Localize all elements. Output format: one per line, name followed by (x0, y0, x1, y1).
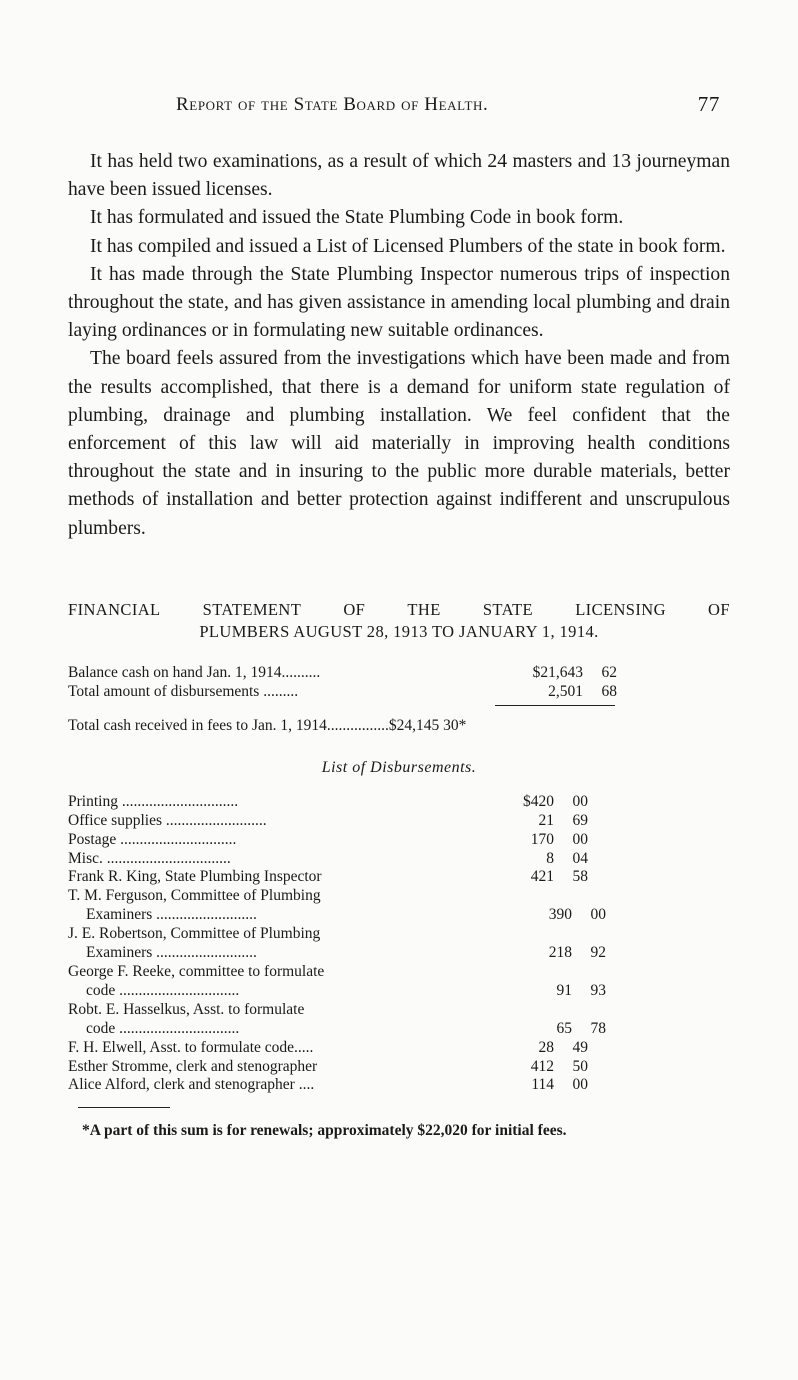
disbursement-dollars: 65 (556, 1019, 572, 1037)
balance-cents: 62 (601, 663, 617, 681)
paragraph: The board feels assured from the investigations which have been made and from the results accomplished, that there is a demand for uniform state regulation of plumbing, drainage and plumbing installation. We feel confident that the enforcement of this law will aid materially in improving health conditions throughout the state and in insuring to the public more durable materials, better methods of installation and better protection against indifferent and unscrupulous plumbers. (68, 348, 730, 539)
disbursement-label: Misc. ................................ (68, 849, 231, 867)
disbursement-label: Printing .............................. (68, 792, 239, 810)
disbursement-cents: 50 (572, 1057, 588, 1075)
disbursement-label: Examiners .......................... (86, 906, 257, 924)
disbursement-cents (554, 925, 588, 944)
disbursement-row (68, 1058, 730, 1077)
disbursement-dollars: 170 (530, 830, 554, 848)
balance-label: Balance cash on hand Jan. 1, 1914.......... (68, 663, 321, 681)
sum-rule (495, 705, 615, 706)
title-word: OF (343, 599, 366, 619)
disbursement-cents: 00 (572, 1076, 588, 1094)
footnote-rule (78, 1107, 170, 1108)
disbursement-row (68, 1076, 730, 1095)
title-word: STATEMENT (202, 599, 302, 619)
paragraph: It has formulated and issued the State Plumbing Code in book form. (90, 207, 624, 229)
disbursement-label: Alice Alford, clerk and stenographer .... (68, 1076, 315, 1094)
disbursement-dollars: 28 (538, 1038, 554, 1056)
disbursement-dollars: 114 (531, 1076, 554, 1094)
page (68, 92, 730, 1140)
disbursement-label: F. H. Elwell, Asst. to formulate code..... (68, 1038, 314, 1056)
disbursement-label: Esther Stromme, clerk and stenographer (68, 1057, 318, 1075)
balance-label: Total amount of disbursements ......... (68, 682, 299, 700)
running-header (68, 92, 730, 126)
disbursement-label: George F. Reeke, committee to formulate (68, 963, 325, 980)
disbursement-dollars (458, 963, 554, 982)
disbursement-row (68, 944, 730, 963)
disbursement-cents (554, 963, 588, 982)
disbursement-dollars: 21 (538, 811, 554, 829)
balance-table (68, 663, 730, 735)
balance-row (68, 663, 730, 682)
disbursement-label: Office supplies .......................... (68, 811, 267, 829)
disbursement-cents: 93 (590, 981, 606, 999)
disbursement-cents: 58 (572, 868, 588, 886)
disbursement-cents: 04 (572, 849, 588, 867)
financial-statement-title (68, 599, 730, 643)
disbursement-row (68, 963, 730, 982)
disbursement-cents: 00 (572, 792, 588, 810)
disbursement-row (68, 868, 730, 887)
title-word: LICENSING (575, 599, 666, 619)
disbursement-dollars (458, 887, 554, 906)
disbursement-row (68, 1020, 730, 1039)
disbursement-label: T. M. Ferguson, Committee of Plumbing (68, 887, 321, 905)
disbursement-row (68, 925, 730, 944)
balance-dollars: $21,643 (532, 663, 583, 681)
disbursement-dollars: 421 (530, 868, 554, 886)
disbursement-dollars: $420 (523, 792, 554, 810)
balance-row (68, 682, 730, 701)
disbursement-label: J. E. Robertson, Committee of Plumbing (68, 925, 321, 943)
disbursement-dollars (458, 925, 554, 944)
disbursement-label: Robt. E. Hasselkus, Asst. to formulate (68, 1000, 305, 1018)
header-title: Report of the State Board of Health. (176, 94, 489, 115)
disbursement-dollars: 412 (530, 1057, 554, 1075)
disbursement-label: code ............................... (86, 981, 240, 999)
disbursement-row (68, 850, 730, 869)
page-number: 77 (697, 92, 720, 116)
disbursement-cents (554, 887, 588, 906)
title-word: OF (708, 599, 730, 619)
disbursement-dollars: 390 (548, 906, 572, 924)
body-text (68, 148, 730, 543)
disbursement-cents: 92 (590, 944, 606, 962)
title-word: FINANCIAL (68, 599, 161, 619)
disbursement-dollars: 8 (546, 849, 554, 867)
disbursement-label: Frank R. King, State Plumbing Inspector (68, 868, 322, 886)
paragraph: It has held two examinations, as a result of which 24 masters and 13 journeyman have been issued licenses. (68, 151, 730, 201)
disbursement-row (68, 982, 730, 1001)
disbursement-dollars: 91 (556, 981, 572, 999)
paragraph: It has compiled and issued a List of Licensed Plumbers of the state in book form. (90, 235, 726, 257)
disbursement-row (68, 1039, 730, 1058)
disbursement-row (68, 887, 730, 906)
disbursement-cents: 49 (572, 1038, 588, 1056)
disbursements-title: List of Disbursements. (321, 758, 477, 776)
disbursement-row (68, 1001, 730, 1020)
disbursement-cents: 00 (590, 906, 606, 924)
balance-cents: 68 (601, 682, 617, 700)
disbursement-row (68, 812, 730, 831)
disbursement-dollars: 218 (548, 944, 572, 962)
footnote: *A part of this sum is for renewals; approximately $22,020 for initial fees. (82, 1122, 567, 1140)
disbursement-cents: 78 (590, 1019, 606, 1037)
disbursements-table (68, 793, 730, 1096)
disbursement-cents: 69 (572, 811, 588, 829)
financial-title-line-1 (68, 599, 730, 621)
financial-title-line-2: PLUMBERS AUGUST 28, 1913 TO JANUARY 1, 1914. (199, 621, 599, 641)
total-cash-line: Total cash received in fees to Jan. 1, 1914................$24,145 30* (68, 716, 467, 734)
disbursement-label: code ............................... (86, 1019, 240, 1037)
paragraph: It has made through the State Plumbing Inspector numerous trips of inspection throughout the state, and has given assistance in amending local plumbing and drain laying ordinances or in formulating new suitable ordinances. (68, 263, 730, 342)
title-word: THE (407, 599, 441, 619)
disbursement-dollars (458, 1001, 554, 1020)
disbursement-cents (554, 1001, 588, 1020)
disbursement-label: Postage .............................. (68, 830, 237, 848)
disbursement-label: Examiners .......................... (86, 944, 257, 962)
disbursement-row (68, 831, 730, 850)
balance-dollars: 2,501 (548, 682, 583, 700)
disbursement-row (68, 793, 730, 812)
disbursement-cents: 00 (572, 830, 588, 848)
disbursement-row (68, 906, 730, 925)
title-word: STATE (482, 599, 534, 619)
